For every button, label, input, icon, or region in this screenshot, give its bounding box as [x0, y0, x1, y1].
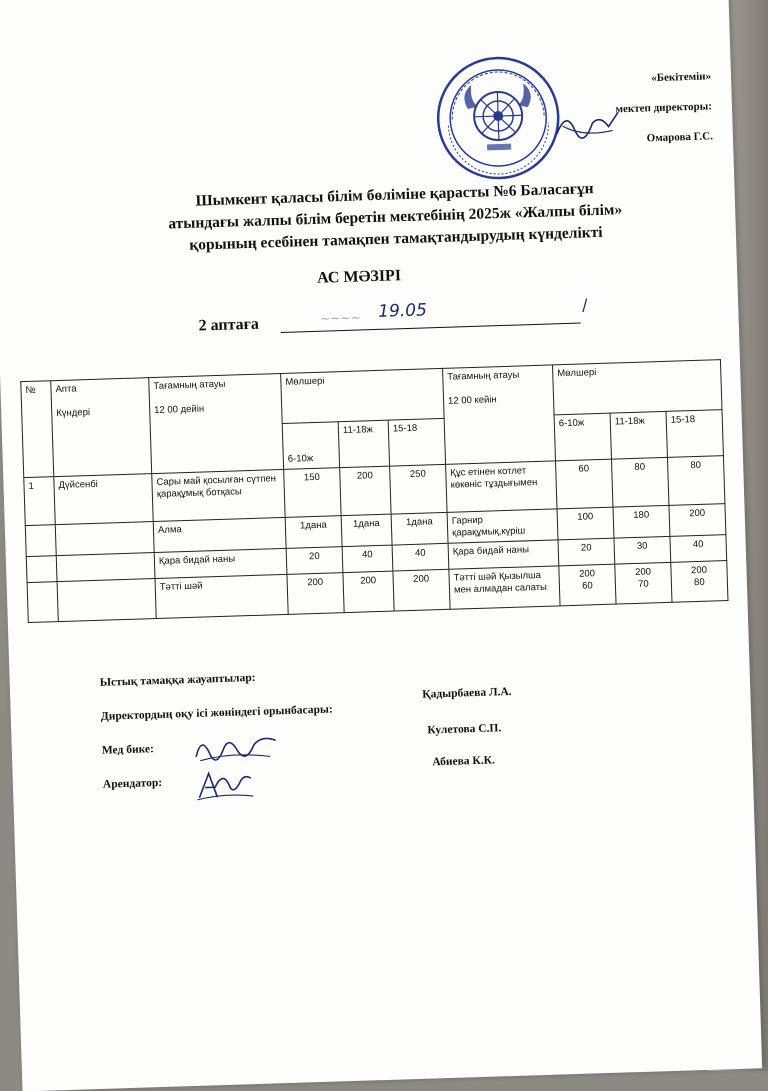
menu-table	[20, 359, 728, 623]
header-num: №	[21, 381, 54, 478]
header-age-2: 11-18ж	[338, 420, 389, 468]
row-day	[55, 522, 154, 556]
row-num	[25, 525, 56, 557]
row-amount-age6: 200	[669, 504, 726, 537]
tenant-name: Абиева К.К.	[432, 754, 496, 769]
row-amount-age1: 1дана	[285, 516, 342, 549]
title-line-2: атындағы жалпы білім беретін мектебінің 2025ж «Жалпы білім»	[168, 201, 623, 233]
director-signature-icon	[552, 102, 623, 144]
row-amount-age2: 200	[343, 571, 394, 613]
row-amount-age2: 40	[342, 545, 393, 573]
row-amount-age5: 80	[611, 457, 668, 507]
responsible-section	[99, 658, 700, 791]
row-num	[26, 556, 57, 583]
deputy-name: Қадырбаева Л.А.	[422, 685, 512, 701]
row-dish-after: Тәтті шәй Қызылша мен алмадан салаты	[449, 566, 560, 609]
tenant-label: Арендатор:	[102, 776, 163, 791]
week-label: 2 аптаға	[198, 315, 260, 335]
document-title	[134, 176, 656, 258]
responsible-heading: Ыстық тамаққа жауаптылар:	[99, 671, 256, 689]
row-amount-age6: 40	[670, 535, 727, 563]
week-date: 19.05	[377, 300, 428, 322]
header-age-5: 11-18ж	[610, 411, 667, 459]
header-age-3: 15-18	[388, 418, 445, 466]
row-num	[27, 582, 58, 623]
approval-position: мектеп директоры:	[615, 100, 713, 116]
header-after-time: 12 00 кейін	[447, 394, 497, 407]
row-amount-age5: 200 70	[615, 562, 672, 604]
official-seal-icon	[432, 52, 564, 184]
header-dish-after-label: Тағамның атауы	[447, 369, 520, 383]
row-dish-before: Сары май қосылған сүтпен қарақұмық ботқасы	[152, 469, 285, 521]
row-amount-age3: 250	[390, 464, 447, 514]
row-dish-after: Қара бидай наны	[448, 540, 559, 569]
approval-heading: «Бекітемін»	[651, 70, 712, 85]
row-amount-age1: 200	[287, 573, 344, 615]
nurse-name: Кулетова С.П.	[427, 722, 502, 737]
row-amount-age6: 200 80	[671, 561, 728, 603]
week-faint-handwriting: ~~~~	[320, 310, 361, 326]
nurse-label: Мед бике:	[101, 743, 155, 757]
row-amount-age2: 1дана	[341, 514, 392, 547]
header-days-label: Күндері	[56, 407, 91, 420]
row-amount-age4: 200 60	[559, 564, 616, 606]
menu-heading: АС МӘЗІРІ	[316, 267, 402, 287]
row-amount-age5: 180	[613, 505, 670, 538]
row-amount-age1: 20	[286, 547, 343, 575]
row-amount-age5: 30	[614, 536, 671, 564]
title-line-1: Шымкент қаласы білім бөліміне қарасты №6 Баласағұн	[195, 180, 594, 210]
row-amount-age3: 1дана	[391, 512, 448, 545]
header-dish-before	[149, 373, 284, 473]
header-age-1: 6-10ж	[282, 422, 339, 470]
approval-director-name: Омарова Г.С.	[646, 130, 714, 145]
row-day	[57, 579, 156, 622]
header-before-time: 12 00 дейін	[154, 403, 205, 416]
row-day	[56, 553, 155, 582]
row-dish-before: Қара бидай наны	[154, 548, 287, 578]
row-amount-age1: 150	[284, 468, 341, 518]
tenant-signature-icon	[194, 766, 255, 804]
header-week	[51, 378, 152, 477]
row-num: 1	[24, 477, 55, 526]
row-amount-age6: 80	[667, 456, 724, 506]
week-mark: /	[581, 295, 588, 315]
header-week-label: Апта	[55, 383, 77, 396]
deputy-label: Директордың оқу ісі жөніндегі орынбасары:	[100, 703, 333, 723]
header-dish-before-label: Тағамның атауы	[153, 378, 226, 392]
header-age-4: 6-10ж	[554, 413, 611, 461]
row-amount-age3: 200	[393, 569, 450, 611]
row-amount-age4: 60	[556, 459, 613, 509]
row-dish-before: Тәтті шәй	[155, 574, 288, 618]
row-day: Дүйсенбі	[54, 474, 153, 525]
row-amount-age4: 20	[558, 538, 615, 566]
row-dish-after: Құс етінен котлет көкөніс тұздығымен	[446, 461, 557, 512]
nurse-signature-icon	[191, 728, 282, 771]
header-amount-2: Мөлшері	[552, 360, 721, 415]
row-dish-before: Алма	[153, 517, 286, 552]
title-line-3: қорының есебінен тамақпен тамақтандырудың күнделікті	[189, 223, 603, 254]
row-amount-age4: 100	[557, 507, 614, 540]
header-dish-after	[443, 365, 556, 464]
row-amount-age3: 40	[392, 543, 449, 571]
row-amount-age2: 200	[340, 466, 391, 516]
row-dish-after: Гарнир қарақұмық,күріш	[447, 509, 558, 543]
header-age-6: 15-18	[666, 410, 723, 458]
header-amount-1: Мөлшері	[281, 368, 444, 423]
